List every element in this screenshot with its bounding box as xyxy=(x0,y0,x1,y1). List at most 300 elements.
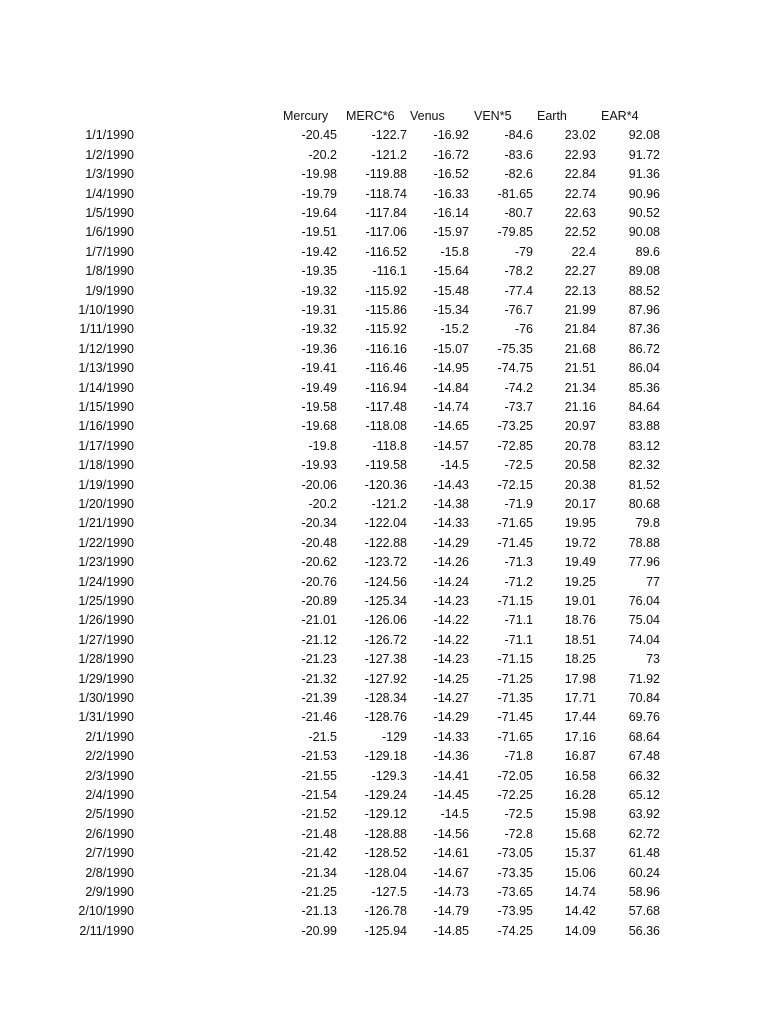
mercury-cell: -20.45 xyxy=(301,128,337,143)
ear4-cell: 77 xyxy=(646,574,660,589)
date-cell: 1/20/1990 xyxy=(78,497,134,511)
merc6-cell: -129.12 xyxy=(364,807,407,822)
ear4-cell: 78.88 xyxy=(628,535,660,550)
table-row xyxy=(0,514,768,533)
merc6-cell: -116.46 xyxy=(365,361,407,376)
merc6-cell: -129 xyxy=(381,729,407,744)
table-row xyxy=(0,456,768,475)
mercury-cell: -21.12 xyxy=(301,632,337,647)
ven5-cell: -73.65 xyxy=(497,885,533,899)
header-ven5: VEN*5 xyxy=(474,109,512,123)
table-row xyxy=(0,728,768,747)
ven5-cell: -73.95 xyxy=(497,904,533,919)
ear4-cell: 87.36 xyxy=(628,322,660,337)
table-row xyxy=(0,223,768,242)
venus-cell: -14.79 xyxy=(433,904,469,919)
table-row xyxy=(0,262,768,281)
date-cell: 1/14/1990 xyxy=(78,380,134,395)
table-row xyxy=(0,902,768,921)
venus-cell: -16.33 xyxy=(433,186,469,201)
venus-cell: -14.27 xyxy=(433,691,469,705)
mercury-cell: -20.48 xyxy=(301,535,337,550)
earth-cell: 21.68 xyxy=(564,341,596,356)
mercury-cell: -21.01 xyxy=(301,613,337,628)
venus-cell: -16.14 xyxy=(433,206,469,220)
table-row xyxy=(0,126,768,145)
merc6-cell: -129.3 xyxy=(371,768,407,783)
date-cell: 1/11/1990 xyxy=(79,322,134,337)
mercury-cell: -19.64 xyxy=(301,206,337,220)
table-row xyxy=(0,417,768,436)
mercury-cell: -21.52 xyxy=(301,807,337,822)
date-cell: 2/3/1990 xyxy=(85,768,134,783)
earth-cell: 19.49 xyxy=(564,555,596,570)
ear4-cell: 90.52 xyxy=(628,206,660,220)
earth-cell: 14.42 xyxy=(564,904,596,919)
ven5-cell: -73.05 xyxy=(497,846,533,861)
ven5-cell: -71.1 xyxy=(504,613,533,628)
mercury-cell: -19.98 xyxy=(301,167,337,182)
mercury-cell: -21.46 xyxy=(301,710,337,725)
table-row xyxy=(0,805,768,824)
ear4-cell: 63.92 xyxy=(628,807,660,822)
table-row xyxy=(0,883,768,902)
date-cell: 1/7/1990 xyxy=(85,244,134,259)
mercury-cell: -20.34 xyxy=(301,516,337,531)
ven5-cell: -76 xyxy=(514,322,533,337)
venus-cell: -14.23 xyxy=(433,652,469,667)
mercury-cell: -21.55 xyxy=(301,768,337,783)
date-cell: 1/31/1990 xyxy=(78,710,134,725)
date-cell: 1/3/1990 xyxy=(85,167,134,182)
date-cell: 1/26/1990 xyxy=(78,613,134,628)
ven5-cell: -84.6 xyxy=(504,128,533,143)
ven5-cell: -81.65 xyxy=(497,186,533,201)
date-cell: 1/16/1990 xyxy=(78,419,134,434)
earth-cell: 18.76 xyxy=(564,613,596,628)
ven5-cell: -71.25 xyxy=(497,671,533,686)
date-cell: 1/1/1990 xyxy=(85,128,134,143)
date-cell: 1/28/1990 xyxy=(78,652,134,667)
date-cell: 1/29/1990 xyxy=(78,671,134,686)
merc6-cell: -127.92 xyxy=(364,671,407,686)
header-venus: Venus xyxy=(410,109,445,123)
earth-cell: 22.84 xyxy=(564,167,596,182)
ven5-cell: -71.2 xyxy=(504,574,533,589)
ear4-cell: 82.32 xyxy=(628,458,660,473)
venus-cell: -14.56 xyxy=(433,826,469,841)
venus-cell: -14.73 xyxy=(433,885,469,899)
ven5-cell: -73.35 xyxy=(497,865,533,880)
earth-cell: 15.37 xyxy=(564,846,596,861)
table-row xyxy=(0,611,768,630)
table-row xyxy=(0,708,768,727)
ear4-cell: 75.04 xyxy=(628,613,660,628)
table-row xyxy=(0,320,768,339)
merc6-cell: -122.7 xyxy=(371,128,407,143)
date-cell: 2/9/1990 xyxy=(85,885,134,899)
ven5-cell: -74.25 xyxy=(497,923,533,938)
mercury-cell: -19.8 xyxy=(308,438,337,453)
venus-cell: -14.22 xyxy=(433,632,469,647)
ear4-cell: 90.96 xyxy=(628,186,660,201)
header-mercury: Mercury xyxy=(283,109,329,123)
date-cell: 2/11/1990 xyxy=(79,923,134,938)
earth-cell: 19.95 xyxy=(564,516,596,531)
date-cell: 1/27/1990 xyxy=(78,632,134,647)
merc6-cell: -121.2 xyxy=(371,497,407,511)
ear4-cell: 83.12 xyxy=(628,438,660,453)
merc6-cell: -118.74 xyxy=(365,186,407,201)
merc6-cell: -115.92 xyxy=(365,283,407,298)
venus-cell: -14.24 xyxy=(433,574,469,589)
date-cell: 2/5/1990 xyxy=(85,807,134,822)
table-row xyxy=(0,495,768,514)
table-row xyxy=(0,592,768,611)
merc6-cell: -115.92 xyxy=(365,322,407,337)
table-row xyxy=(0,689,768,708)
ear4-cell: 57.68 xyxy=(628,904,660,919)
ear4-cell: 61.48 xyxy=(628,846,660,861)
merc6-cell: -117.48 xyxy=(365,400,407,414)
merc6-cell: -116.16 xyxy=(365,341,407,356)
ven5-cell: -71.35 xyxy=(497,691,533,705)
date-cell: 1/25/1990 xyxy=(78,594,134,608)
ven5-cell: -72.5 xyxy=(504,807,533,822)
date-cell: 1/15/1990 xyxy=(78,400,134,414)
merc6-cell: -116.1 xyxy=(372,264,407,279)
venus-cell: -15.97 xyxy=(433,225,469,240)
ven5-cell: -71.65 xyxy=(497,729,533,744)
mercury-cell: -19.51 xyxy=(301,225,337,240)
ear4-cell: 76.04 xyxy=(628,594,660,608)
venus-cell: -14.95 xyxy=(433,361,469,376)
earth-cell: 23.02 xyxy=(564,128,596,143)
ven5-cell: -79.85 xyxy=(497,225,533,240)
ven5-cell: -71.15 xyxy=(497,652,533,667)
table-row xyxy=(0,670,768,689)
date-cell: 1/8/1990 xyxy=(85,264,134,279)
venus-cell: -15.8 xyxy=(440,244,469,259)
table-row xyxy=(0,825,768,844)
mercury-cell: -19.36 xyxy=(301,341,337,356)
ven5-cell: -73.25 xyxy=(497,419,533,434)
merc6-cell: -121.2 xyxy=(371,147,407,162)
mercury-cell: -20.2 xyxy=(308,497,337,511)
earth-cell: 22.27 xyxy=(564,264,596,279)
merc6-cell: -119.88 xyxy=(365,167,407,182)
table-row xyxy=(0,185,768,204)
merc6-cell: -116.94 xyxy=(365,380,407,395)
venus-cell: -15.07 xyxy=(433,341,469,356)
mercury-cell: -19.49 xyxy=(301,380,337,395)
mercury-cell: -21.39 xyxy=(301,691,337,705)
merc6-cell: -118.8 xyxy=(372,438,407,453)
ear4-cell: 87.96 xyxy=(628,303,660,317)
ear4-cell: 92.08 xyxy=(628,128,660,143)
table-row xyxy=(0,340,768,359)
table-row xyxy=(0,650,768,669)
earth-cell: 21.16 xyxy=(564,400,596,414)
ven5-cell: -72.05 xyxy=(497,768,533,783)
mercury-cell: -20.99 xyxy=(301,923,337,938)
ven5-cell: -71.45 xyxy=(497,535,533,550)
date-cell: 1/12/1990 xyxy=(78,341,134,356)
venus-cell: -14.36 xyxy=(433,749,469,764)
earth-cell: 20.38 xyxy=(564,477,596,492)
table-row xyxy=(0,301,768,320)
date-cell: 2/8/1990 xyxy=(85,865,134,880)
header-row xyxy=(0,107,768,126)
ven5-cell: -71.1 xyxy=(504,632,533,647)
venus-cell: -14.33 xyxy=(433,516,469,531)
ven5-cell: -80.7 xyxy=(504,206,533,220)
mercury-cell: -19.32 xyxy=(301,283,337,298)
earth-cell: 22.74 xyxy=(564,186,596,201)
ear4-cell: 71.92 xyxy=(628,671,660,686)
table-row xyxy=(0,146,768,165)
merc6-cell: -127.38 xyxy=(364,652,407,667)
venus-cell: -15.2 xyxy=(440,322,469,337)
venus-cell: -14.25 xyxy=(433,671,469,686)
mercury-cell: -20.89 xyxy=(301,594,337,608)
earth-cell: 22.4 xyxy=(571,244,596,259)
ear4-cell: 70.84 xyxy=(628,691,660,705)
earth-cell: 22.63 xyxy=(564,206,596,220)
merc6-cell: -128.52 xyxy=(364,846,407,861)
date-cell: 2/1/1990 xyxy=(85,729,134,744)
table-row xyxy=(0,553,768,572)
table-row xyxy=(0,437,768,456)
mercury-cell: -21.23 xyxy=(301,652,337,667)
table-row xyxy=(0,359,768,378)
ear4-cell: 91.36 xyxy=(628,167,660,182)
date-cell: 2/10/1990 xyxy=(78,904,134,919)
earth-cell: 17.16 xyxy=(564,729,596,744)
venus-cell: -15.34 xyxy=(433,303,469,317)
merc6-cell: -126.06 xyxy=(364,613,407,628)
merc6-cell: -128.34 xyxy=(364,691,407,705)
ear4-cell: 84.64 xyxy=(628,400,660,414)
date-cell: 1/9/1990 xyxy=(85,283,134,298)
venus-cell: -14.67 xyxy=(433,865,469,880)
ven5-cell: -71.3 xyxy=(504,555,533,570)
date-cell: 2/4/1990 xyxy=(85,788,134,802)
header-merc6: MERC*6 xyxy=(346,109,395,123)
venus-cell: -14.22 xyxy=(433,613,469,628)
mercury-cell: -19.32 xyxy=(301,322,337,337)
venus-cell: -14.57 xyxy=(433,438,469,453)
date-cell: 1/17/1990 xyxy=(78,438,134,453)
ear4-cell: 74.04 xyxy=(628,632,660,647)
earth-cell: 17.98 xyxy=(564,671,596,686)
date-cell: 1/22/1990 xyxy=(78,535,134,550)
earth-cell: 19.25 xyxy=(564,574,596,589)
ven5-cell: -78.2 xyxy=(504,264,533,279)
mercury-cell: -19.35 xyxy=(301,264,337,279)
mercury-cell: -19.31 xyxy=(301,303,337,317)
earth-cell: 21.99 xyxy=(564,303,596,317)
table-row xyxy=(0,534,768,553)
earth-cell: 22.52 xyxy=(564,225,596,240)
merc6-cell: -123.72 xyxy=(364,555,407,570)
date-cell: 1/30/1990 xyxy=(78,691,134,705)
ven5-cell: -73.7 xyxy=(504,400,533,414)
date-cell: 1/23/1990 xyxy=(78,555,134,570)
merc6-cell: -122.88 xyxy=(364,535,407,550)
ear4-cell: 83.88 xyxy=(628,419,660,434)
venus-cell: -14.85 xyxy=(433,923,469,938)
ear4-cell: 58.96 xyxy=(628,885,660,899)
mercury-cell: -21.54 xyxy=(301,788,337,802)
table-row xyxy=(0,844,768,863)
earth-cell: 20.97 xyxy=(564,419,596,434)
mercury-cell: -20.2 xyxy=(308,147,337,162)
date-cell: 1/10/1990 xyxy=(78,303,134,317)
table-row xyxy=(0,864,768,883)
merc6-cell: -119.58 xyxy=(365,458,407,473)
ear4-cell: 69.76 xyxy=(628,710,660,725)
mercury-cell: -21.13 xyxy=(301,904,337,919)
ven5-cell: -71.15 xyxy=(497,594,533,608)
table-row xyxy=(0,631,768,650)
date-cell: 1/18/1990 xyxy=(78,458,134,473)
ven5-cell: -72.85 xyxy=(497,438,533,453)
earth-cell: 19.01 xyxy=(564,594,596,608)
header-ear4: EAR*4 xyxy=(601,109,639,123)
date-cell: 1/24/1990 xyxy=(78,574,134,589)
venus-cell: -14.43 xyxy=(433,477,469,492)
table-row xyxy=(0,786,768,805)
earth-cell: 17.71 xyxy=(564,691,596,705)
merc6-cell: -127.5 xyxy=(371,885,407,899)
ven5-cell: -71.8 xyxy=(504,749,533,764)
table-row xyxy=(0,165,768,184)
mercury-cell: -20.62 xyxy=(301,555,337,570)
date-cell: 2/2/1990 xyxy=(85,749,134,764)
merc6-cell: -118.08 xyxy=(365,419,407,434)
venus-cell: -16.72 xyxy=(433,147,469,162)
venus-cell: -15.48 xyxy=(433,283,469,298)
merc6-cell: -126.72 xyxy=(364,632,407,647)
venus-cell: -14.29 xyxy=(433,535,469,550)
earth-cell: 16.28 xyxy=(564,788,596,802)
venus-cell: -14.23 xyxy=(433,594,469,608)
date-cell: 1/4/1990 xyxy=(85,186,134,201)
merc6-cell: -125.34 xyxy=(364,594,407,608)
earth-cell: 14.74 xyxy=(564,885,596,899)
venus-cell: -15.64 xyxy=(433,264,469,279)
ear4-cell: 73 xyxy=(646,652,660,667)
table-row xyxy=(0,204,768,223)
ven5-cell: -83.6 xyxy=(504,147,533,162)
earth-cell: 20.17 xyxy=(564,497,596,511)
merc6-cell: -128.76 xyxy=(364,710,407,725)
table-row xyxy=(0,922,768,941)
earth-cell: 16.58 xyxy=(564,768,596,783)
venus-cell: -14.45 xyxy=(433,788,469,802)
mercury-cell: -21.53 xyxy=(301,749,337,764)
table-row xyxy=(0,573,768,592)
venus-cell: -14.38 xyxy=(433,497,469,511)
ven5-cell: -74.2 xyxy=(504,380,533,395)
earth-cell: 15.98 xyxy=(564,807,596,822)
earth-cell: 15.68 xyxy=(564,826,596,841)
ven5-cell: -76.7 xyxy=(504,303,533,317)
ear4-cell: 85.36 xyxy=(628,380,660,395)
mercury-cell: -19.93 xyxy=(301,458,337,473)
merc6-cell: -129.18 xyxy=(364,749,407,764)
merc6-cell: -117.84 xyxy=(365,206,407,220)
ear4-cell: 86.04 xyxy=(628,361,660,376)
mercury-cell: -21.25 xyxy=(301,885,337,899)
ven5-cell: -75.35 xyxy=(497,341,533,356)
venus-cell: -14.41 xyxy=(433,768,469,783)
header-earth: Earth xyxy=(537,109,567,123)
ear4-cell: 91.72 xyxy=(628,147,660,162)
mercury-cell: -19.79 xyxy=(301,186,337,201)
earth-cell: 15.06 xyxy=(564,865,596,880)
ear4-cell: 67.48 xyxy=(628,749,660,764)
mercury-cell: -20.76 xyxy=(301,574,337,589)
mercury-cell: -21.42 xyxy=(301,846,337,861)
date-cell: 1/21/1990 xyxy=(78,516,134,531)
ven5-cell: -72.8 xyxy=(504,826,533,841)
earth-cell: 21.84 xyxy=(564,322,596,337)
merc6-cell: -116.52 xyxy=(365,244,407,259)
merc6-cell: -120.36 xyxy=(364,477,407,492)
date-cell: 1/19/1990 xyxy=(78,477,134,492)
ear4-cell: 77.96 xyxy=(628,555,660,570)
mercury-cell: -21.48 xyxy=(301,826,337,841)
ear4-cell: 56.36 xyxy=(628,923,660,938)
date-cell: 1/2/1990 xyxy=(85,147,134,162)
ear4-cell: 60.24 xyxy=(628,865,660,880)
venus-cell: -14.26 xyxy=(433,555,469,570)
merc6-cell: -128.88 xyxy=(364,826,407,841)
venus-cell: -14.61 xyxy=(433,846,469,861)
venus-cell: -14.5 xyxy=(440,807,469,822)
ear4-cell: 81.52 xyxy=(628,477,660,492)
venus-cell: -14.74 xyxy=(433,400,469,414)
table-row xyxy=(0,282,768,301)
venus-cell: -16.52 xyxy=(433,167,469,182)
venus-cell: -14.5 xyxy=(440,458,469,473)
table-row xyxy=(0,243,768,262)
earth-cell: 20.78 xyxy=(564,438,596,453)
ear4-cell: 62.72 xyxy=(628,826,660,841)
mercury-cell: -19.68 xyxy=(301,419,337,434)
table-row xyxy=(0,379,768,398)
mercury-cell: -20.06 xyxy=(301,477,337,492)
venus-cell: -16.92 xyxy=(433,128,469,143)
earth-cell: 21.51 xyxy=(564,361,596,376)
table-row xyxy=(0,767,768,786)
earth-cell: 17.44 xyxy=(564,710,596,725)
ear4-cell: 65.12 xyxy=(628,788,660,802)
ear4-cell: 86.72 xyxy=(628,341,660,356)
ven5-cell: -72.15 xyxy=(497,477,533,492)
ear4-cell: 88.52 xyxy=(628,283,660,298)
ear4-cell: 80.68 xyxy=(628,497,660,511)
merc6-cell: -115.86 xyxy=(365,303,407,317)
ven5-cell: -74.75 xyxy=(497,361,533,376)
ear4-cell: 89.6 xyxy=(635,244,660,259)
date-cell: 2/6/1990 xyxy=(85,826,134,841)
ear4-cell: 68.64 xyxy=(628,729,660,744)
ear4-cell: 90.08 xyxy=(628,225,660,240)
ear4-cell: 66.32 xyxy=(628,768,660,783)
